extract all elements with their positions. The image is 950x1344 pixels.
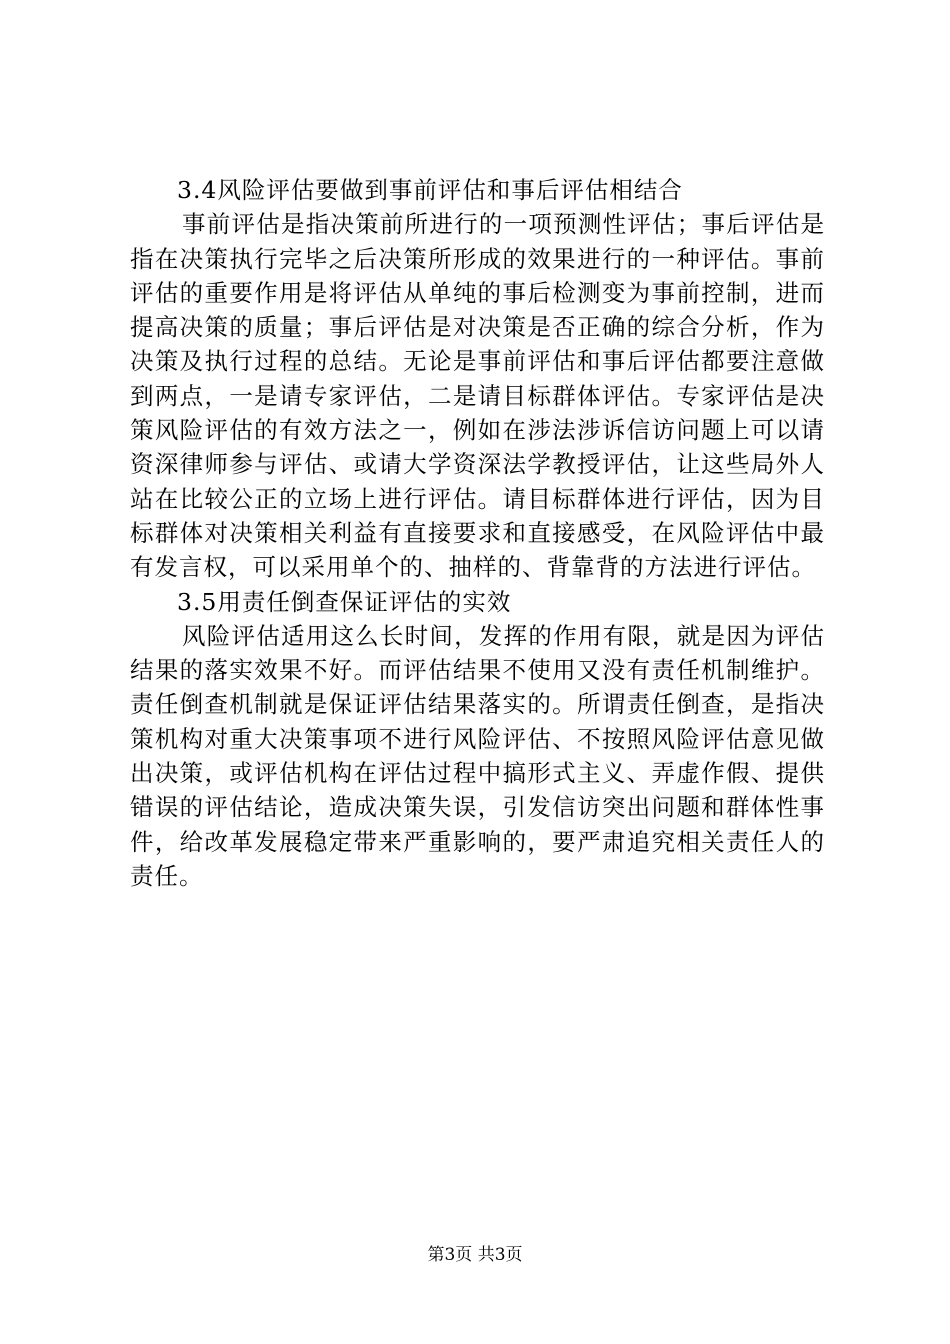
section-heading-3-4: 3.4风险评估要做到事前评估和事后评估相结合 [177,176,683,204]
document-body [130,173,825,893]
section-paragraph-3-4: 事前评估是指决策前所进行的一项预测性评估；事后评估是指在决策执行完毕之后决策所形成的效果进行的一种评估。事前评估的重要作用是将评估从单纯的事后检测变为事前控制，进而提高决策的质量；事后评估是对决策是否正确的综合分析，作为决策及执行过程的总结。无论是事前评估和事后评估都要注意做到两点，一是请专家评估，二是请目标群体评估。专家评估是决策风险评估的有效方法之一，例如在涉法涉诉信访问题上可以请资深律师参与评估、或请大学资深法学教授评估，让这些局外人站在比较公正的立场上进行评估。请目标群体进行评估，因为目标群体对决策相关利益有直接要求和直接感受，在风险评估中最有发言权，可以采用单个的、抽样的、背靠背的方法进行评估。 [130,210,825,582]
page-number-footer: 第3页 共3页 [427,1245,523,1265]
section-paragraph-3-5: 风险评估适用这么长时间，发挥的作用有限，就是因为评估结果的落实效果不好。而评估结果不使用又没有责任机制维护。责任倒查机制就是保证评估结果落实的。所谓责任倒查，是指决策机构对重大决策事项不进行风险评估、不按照风险评估意见做出决策，或评估机构在评估过程中搞形式主义、弄虚作假、提供错误的评估结论，造成决策失误，引发信访突出问题和群体性事件，给改革发展稳定带来严重影响的，要严肃追究相关责任人的责任。 [130,621,825,890]
section-heading-3-5: 3.5用责任倒查保证评估的实效 [177,587,512,616]
